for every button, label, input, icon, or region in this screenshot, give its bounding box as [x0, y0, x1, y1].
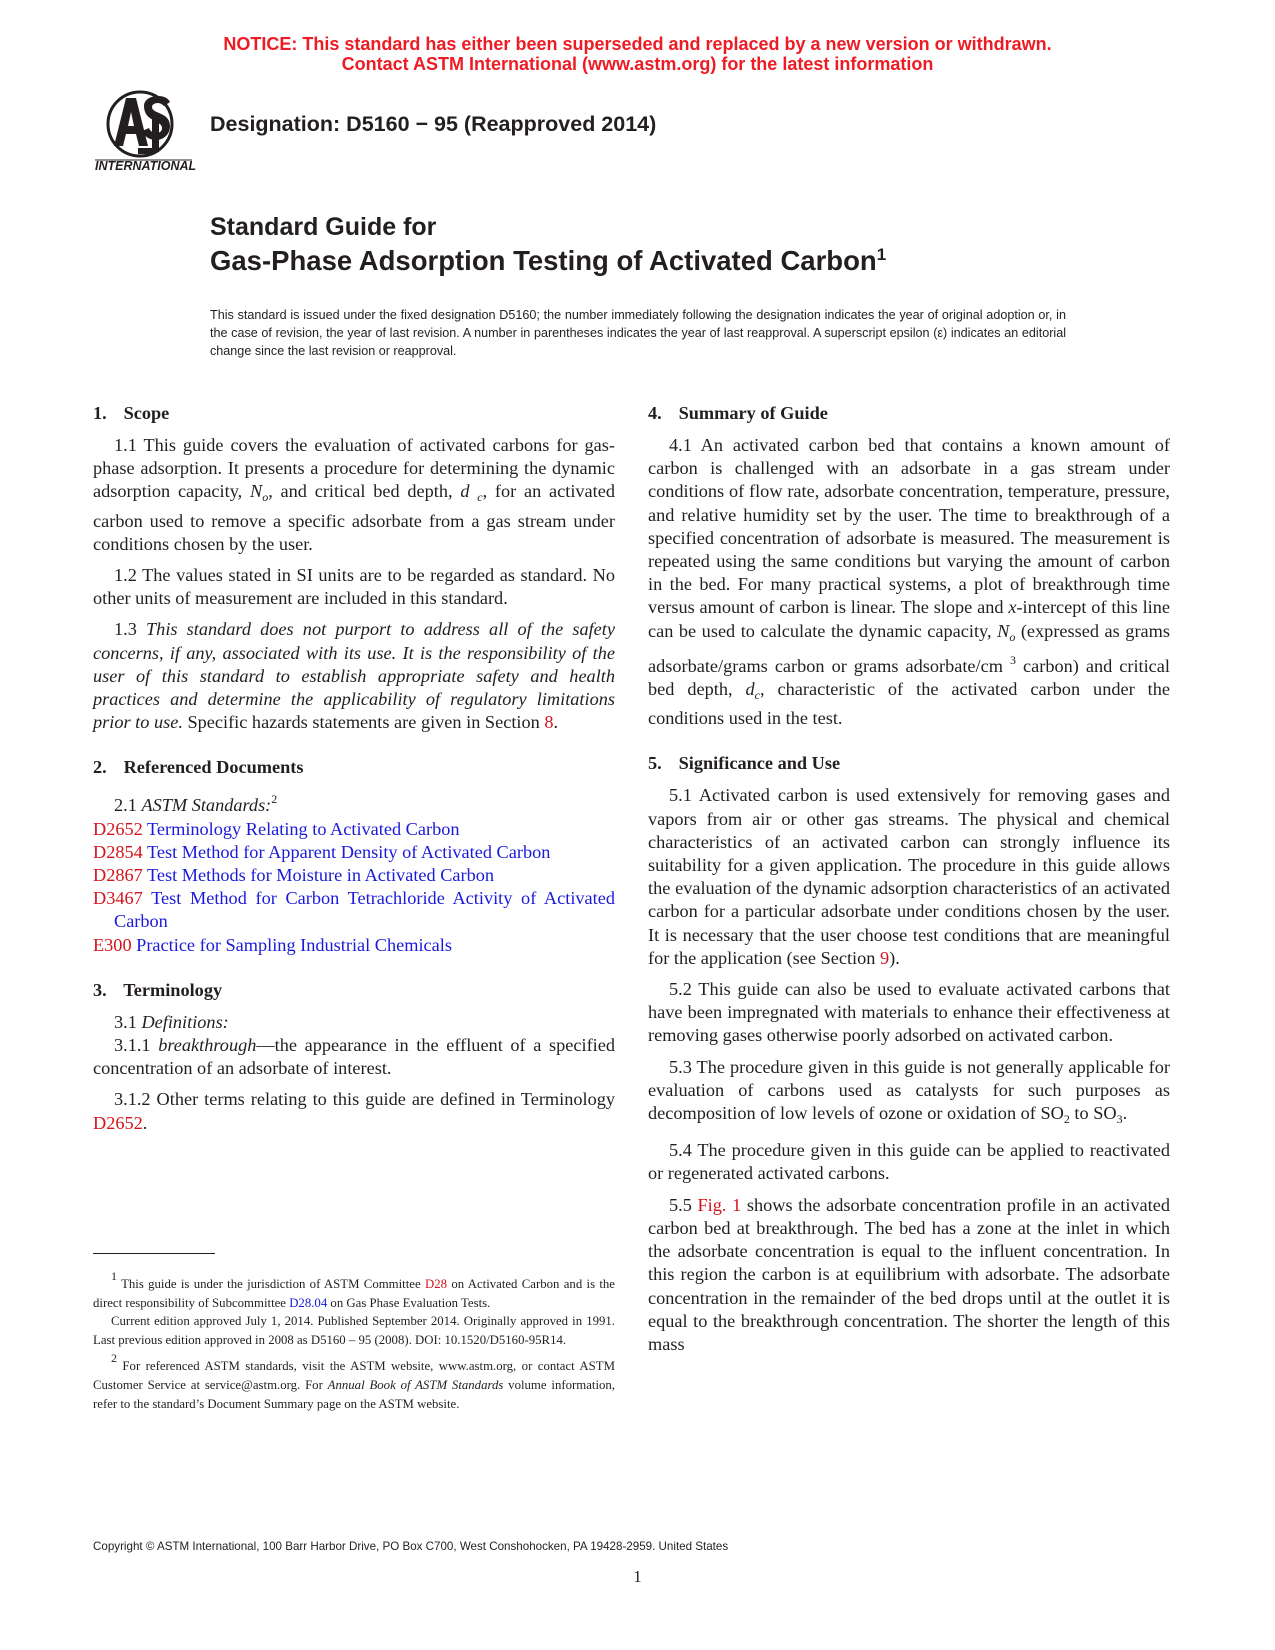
title-line-2: Gas-Phase Adsorption Testing of Activated Carbon [210, 245, 877, 276]
paragraph-5-1: 5.1 Activated carbon is used extensively for removing gases and vapors from air or other gas streams. The physical and chemical characteristics of an activated carbon can strongly influence its suitability for a given application. The procedure in this guide allows the evaluation of the dynamic adsorption characteristics of an activated carbon for a particular adsorbate under conditions chosen by the user. It is necessary that the user choose test conditions that are meaningful for the application (see Section 9). [648, 785, 1170, 968]
issuance-note: This standard is issued under the fixed designation D5160; the number immediately following the designation indicates the year of original adoption or, in the case of revision, the year of last revision. A number in parentheses indicates the year of last reapproval. A superscript epsilon (ε) indicates an editorial change since the last revision or reapproval. [210, 308, 1066, 358]
title-footnote-mark: 1 [876, 245, 887, 264]
section-2-heading: 2. Referenced Documents [93, 757, 304, 778]
fig-1-link[interactable]: Fig. 1 [697, 1194, 742, 1215]
d2652-link[interactable]: D2652 [93, 1112, 143, 1133]
section-8-link[interactable]: 8 [544, 712, 554, 733]
paragraph-1-1: 1.1 This guide covers the evaluation of activated carbons for gas-phase adsorption. It presents a procedure for determining the dynamic adsorption capacity, $N_o$, and critical bed depth, d $_c$, for an activated carbon used to remove a specific adsorbate from a gas stream under conditions chosen by the user. [93, 435, 615, 554]
notice-line-1: NOTICE: This standard has either been superseded and replaced by a new version or withdrawn. [223, 34, 1052, 54]
ref-item[interactable]: E300 Practice for Sampling Industrial Chemicals [93, 934, 452, 955]
designation: Designation: D5160 − 95 (Reapproved 2014) [210, 112, 657, 136]
document-title [210, 245, 886, 281]
d28-link[interactable]: D28 [424, 1277, 448, 1291]
section-5-heading: 5. Significance and Use [648, 753, 841, 774]
paragraph-3-1-2: 3.1.2 Other terms relating to this guide are defined in Terminology D2652. [93, 1089, 615, 1133]
astm-logo-icon [92, 84, 198, 180]
paragraph-5-3: 5.3 The procedure given in this guide is not generally applicable for evaluation of carbons used as catalysts for such purposes as decomposition of low levels of ozone or oxidation of $SO_2$ to $SO_3$. [648, 1056, 1170, 1127]
section-4-heading: 4. Summary of Guide [648, 403, 828, 423]
title-line-1: Standard Guide for [210, 213, 437, 241]
logo-label: INTERNATIONAL [95, 159, 197, 173]
paragraph-1-2: 1.2 The values stated in SI units are to be regarded as standard. No other units of measurement are included in this standard. [93, 565, 615, 609]
section-1-heading [93, 402, 615, 425]
paragraph-3-1: 3.1 Definitions: [114, 1011, 229, 1032]
page-number: 1 [633, 1567, 642, 1586]
ref-item[interactable]: D2854 Test Method for Apparent Density of Activated Carbon [93, 841, 551, 862]
paragraph-5-4: 5.4 The procedure given in this guide can be applied to reactivated or regenerated activated carbons. [648, 1140, 1170, 1184]
superseded-notice [0, 34, 1275, 74]
paragraph-5-2: 5.2 This guide can also be used to evaluate activated carbons that have been impregnated with materials to enhance their effectiveness at removing gases otherwise poorly adsorbed on activated carbon. [648, 979, 1170, 1046]
ref-item[interactable]: D2867 Test Methods for Moisture in Activated Carbon [93, 865, 495, 886]
section-number: 1. [93, 403, 107, 423]
ref-item[interactable]: D2652 Terminology Relating to Activated Carbon [93, 818, 460, 839]
footnote-divider [93, 1253, 215, 1254]
copyright: Copyright © ASTM International, 100 Barr Harbor Drive, PO Box C700, West Conshohocken, PA 19428-2959. United States [93, 1540, 729, 1553]
section-title: Scope [123, 403, 170, 423]
footnote-2: 2 For referenced ASTM standards, visit the ASTM website, www.astm.org, or contact ASTM Customer Service at service@astm.org. For Annual Book of ASTM Standards volume information, refer to the standard’s Document Summary page on the ASTM website. [93, 1351, 615, 1411]
footnote-1-edition: Current edition approved July 1, 2014. Published September 2014. Originally approved in 1991. Last previous edition approved in 2008 as D5160 – 95 (2008). DOI: 10.1520/D5160-95R14. [93, 1314, 615, 1347]
paragraph-5-5: 5.5 Fig. 1 shows the adsorbate concentration profile in an activated carbon bed at breakthrough. The bed has a zone at the inlet in which the adsorbate concentration is equal to the influent concentration. In this region the carbon is at equilibrium with adsorbate. The adsorbate concentration in the remainder of the bed drops until at the outlet it is equal to the breakthrough concentration. The shorter the length of this mass [648, 1194, 1170, 1354]
footnote-1: 1 This guide is under the jurisdiction of ASTM Committee D28 on Activated Carbon and is the direct responsibility of Subcommittee D28.04 on Gas Phase Evaluation Tests. [93, 1269, 615, 1310]
notice-line-2: Contact ASTM International (www.astm.org) for the latest information [341, 54, 934, 74]
d28-04-link[interactable]: D28.04 [289, 1295, 328, 1310]
right-column [648, 402, 1170, 1356]
ref-item[interactable]: D3467 Test Method for Carbon Tetrachloride Activity of Activated Carbon [93, 888, 615, 932]
section-9-link[interactable]: 9 [880, 947, 890, 968]
section-3-heading: 3. Terminology [93, 979, 223, 1000]
paragraph-4-1: 4.1 An activated carbon bed that contains a known amount of carbon is challenged with an adsorbate in a gas stream under conditions of flow rate, adsorbate concentration, temperature, pressure, and relative humidity set by the user. The time to breakthrough of a specified concentration of adsorbate is measured. The measurement is repeated using the same conditions but varying the amount of carbon in the bed. For many practical systems, a plot of breakthrough time versus amount of carbon is linear. The slope and x-intercept of this line can be used to calculate the dynamic capacity, $N_o$ (expressed as grams adsorbate/grams carbon or grams adsorbate/cm $^3$ carbon) and critical bed depth, $d_c$, characteristic of the activated carbon under the conditions used in the test. [648, 435, 1170, 729]
left-column [93, 402, 615, 1135]
paragraph-2-1: 2.1 ASTM Standards:$^2$ [114, 792, 278, 816]
paragraph-3-1-1: 3.1.1 breakthrough—the appearance in the effluent of a specified concentration of an adsorbate of interest. [93, 1035, 615, 1079]
footnotes [93, 1267, 615, 1413]
paragraph-1-3: 1.3 This standard does not purport to address all of the safety concerns, if any, associated with its use. It is the responsibility of the user of this standard to establish appropriate safety and health practices and determine the applicability of regulatory limitations prior to use. Specific hazards statements are given in Section 8. [93, 619, 615, 733]
